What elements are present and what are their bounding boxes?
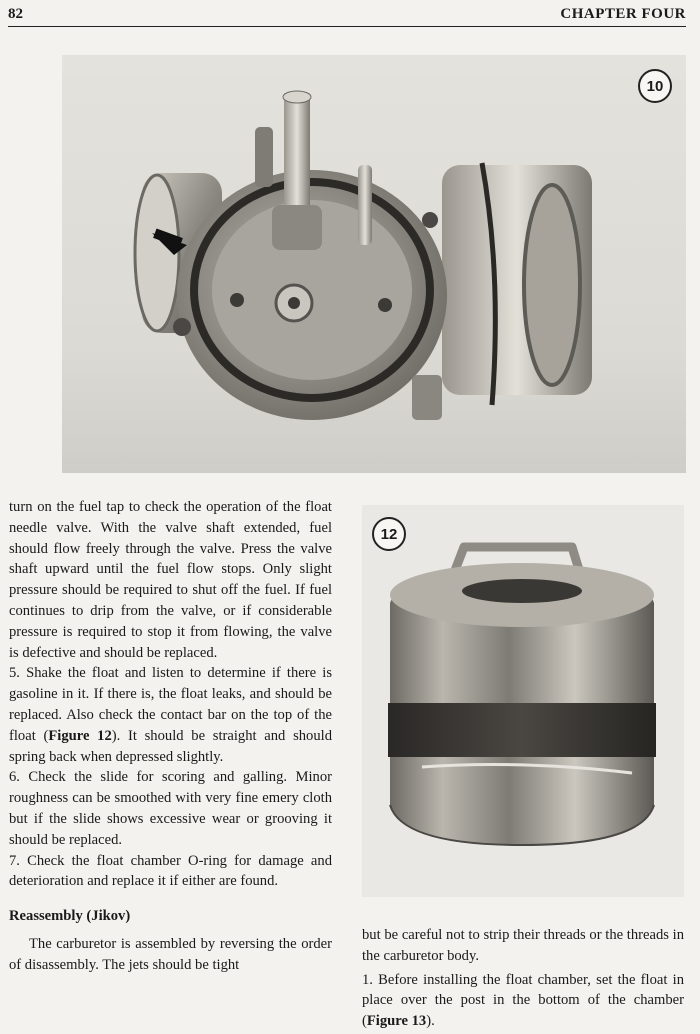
step-5 (9, 663, 332, 767)
figure-10-badge: 10 (638, 69, 672, 103)
right-text-column (362, 925, 684, 1032)
step-5-text-a: 5. Shake the float and listen to determine if there is gasoline in it. If there is, the float leaks, and should be replaced. Also check the contact bar on the top of the float ( (9, 665, 332, 744)
page-header (8, 4, 686, 27)
step-6: 6. Check the slide for scoring and galling. Minor roughness can be smoothed with very fine emery cloth but if the slide shows excessive wear or grooving it should be replaced. (9, 769, 332, 848)
step-1 (362, 970, 684, 1032)
float-valve-paragraph: turn on the fuel tap to check the operation of the float needle valve. With the valve shaft extended, fuel should flow freely through the valve. Press the valve shaft upward until the fuel flow stops. Only slight pressure should be required to shut off the fuel. If fuel continues to drip from the valve, or if considerable pressure is required to stop it from flowing, the valve is defective and should be replaced. (9, 499, 332, 661)
reassembly-subheading: Reassembly (Jikov) (9, 908, 131, 925)
step-1-text-b: ). (426, 1013, 435, 1030)
figure-12-float-photo (362, 505, 684, 897)
figure-13-reference: Figure 13 (366, 1013, 427, 1030)
carburetor-illustration (62, 55, 686, 473)
step-7: 7. Check the float chamber O-ring for damage and deterioration and replace it if either are found. (9, 852, 332, 890)
reassembly-paragraph: The carburetor is assembled by reversing the order of disassembly. The jets should be tight (9, 935, 332, 973)
continued-paragraph: but be careful not to strip their threads or the threads in the carburetor body. (362, 927, 684, 964)
figure-12-badge: 12 (372, 517, 406, 551)
chapter-title: CHAPTER FOUR (560, 6, 686, 22)
step-5-text-b: ). It should be straight and should spring back when depressed slightly. (9, 727, 332, 765)
float-illustration (362, 505, 684, 897)
left-text-column (9, 497, 332, 976)
figure-10-carburetor-photo (62, 55, 686, 473)
figure-12-reference: Figure 12 (48, 727, 112, 744)
page-number: 82 (8, 6, 23, 22)
step-1-text-a: 1. Before installing the float chamber, set the float in place over the post in the bottom of the chamber ( (362, 971, 684, 1030)
